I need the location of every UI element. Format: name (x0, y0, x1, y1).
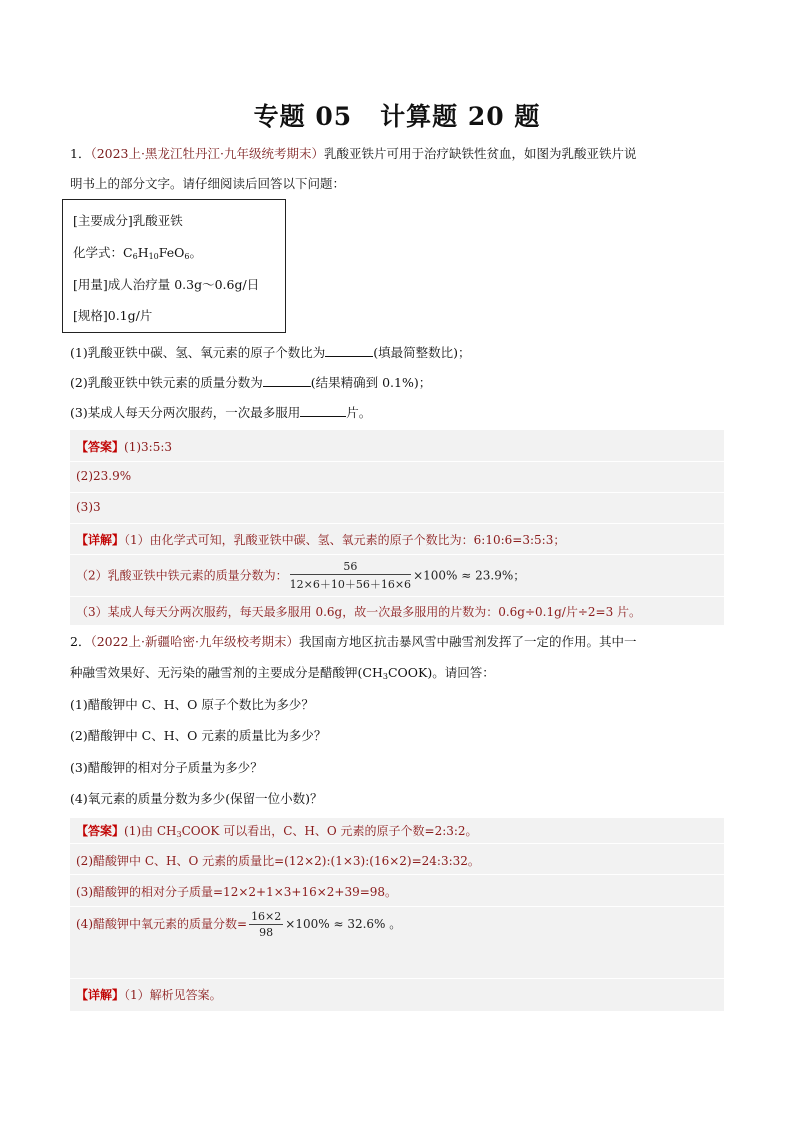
q1-fraction: $\frac{56}{12\times 6+10+56+16\times 6}$ (289, 560, 412, 591)
q1-answer-block (70, 430, 724, 625)
q1-stem-text1: 乳酸亚铁片可用于治疗缺铁性贫血，如图为乳酸亚铁片说 (323, 146, 637, 161)
q1-sub3: (3)某成人每天分两次服药，一次最多服用 片。 (70, 405, 372, 420)
q1-detail-3: （3）某成人每天分两次服药，每天最多服用 0.6g，故一次最多服用的片数为：0.6g÷0.1g/片÷2=3 片。 (76, 605, 642, 619)
title-topic: 专题 05 (253, 102, 353, 131)
q1-blank-1[interactable] (325, 344, 373, 357)
q1-answer-1: 【答案】(1)3:5:3 (76, 440, 173, 454)
q1-box-dosage: [用量]成人治疗量 0.3g～0.6g/日 (73, 277, 260, 292)
title-subject: 计算题 20 题 (380, 102, 541, 131)
q2-answer-3: (3)醋酸钾的相对分子质量=12×2+1×3+16×2+39=98。 (76, 885, 398, 899)
q1-number: 1． (70, 146, 91, 161)
q1-blank-2[interactable] (263, 374, 311, 387)
q1-answer-3: (3)3 (76, 500, 101, 514)
q2-source: （2022上·新疆哈密·九年级校考期末） (90, 634, 299, 649)
q1-box-spec: [规格]0.1g/片 (73, 308, 153, 323)
q2-sub1: (1)醋酸钾中 C、H、O 原子个数比为多少？ (70, 697, 314, 712)
q2-sub4: (4)氧元素的质量分数为多少(保留一位小数)？ (70, 791, 323, 806)
q1-box-formula: 化学式：$C_6H_{10}FeO_6$。 (73, 245, 203, 261)
q2-stem-line2: 种融雪效果好、无污染的融雪剂的主要成分是醋酸钾$(CH_3COOK)$。请回答： (70, 665, 495, 681)
q2-fraction: $\frac{16\times 2}{98}$ (251, 910, 282, 939)
q2-stem-line1: 2．（2022上·新疆哈密·九年级校考期末）我国南方地区抗击暴风雪中融雪剂发挥了一定的作用。其中一 (70, 634, 637, 649)
q2-number: 2． (70, 634, 91, 649)
q2-sub2: (2)醋酸钾中 C、H、O 元素的质量比为多少？ (70, 728, 327, 743)
q1-info-box (62, 199, 286, 333)
q2-answer-2: (2)醋酸钾中 C、H、O 元素的质量比=(12×2):(1×3):(16×2)=24:3:32。 (76, 854, 480, 868)
q1-stem-line1 (70, 145, 636, 163)
q1-sub1: (1)乳酸亚铁中碳、氢、氧元素的原子个数比为 (填最简整数比)； (70, 345, 471, 360)
q1-source: （2023上·黑龙江牡丹江·九年级统考期末） (90, 146, 324, 161)
q1-detail-2: （2）乳酸亚铁中铁元素的质量分数为： $\frac{56}{12\times 6+10+56+16\times 6}$ ×100% ≈ 23.9%； (76, 560, 526, 591)
q1-blank-3[interactable] (300, 404, 346, 417)
q1-sub2: (2)乳酸亚铁中铁元素的质量分数为 (结果精确到 0.1%)； (70, 375, 432, 390)
q2-sub3: (3)醋酸钾的相对分子质量为多少？ (70, 760, 263, 775)
q1-box-ingredient: [主要成分]乳酸亚铁 (73, 213, 183, 228)
q1-answer-2: (2)23.9% (76, 469, 132, 483)
q2-detail-1: 【详解】（1）解析见答案。 (76, 988, 222, 1002)
q2-answer-4: (4)醋酸钾中氧元素的质量分数= $\frac{16\times 2}{98}$ ×100% ≈ 32.6% 。 (76, 910, 402, 939)
q2-answer-1: 【答案】(1)由 $CH_3COOK$ 可以看出，C、H、O 元素的原子个数=2:3:2。 (76, 824, 478, 839)
q1-stem-line2: 明书上的部分文字。请仔细阅读后回答以下问题： (70, 176, 346, 191)
q2-answer-block (70, 818, 724, 1011)
q1-detail-1: 【详解】（1）由化学式可知，乳酸亚铁中碳、氢、氧元素的原子个数比为：6:10:6=3:5:3； (76, 533, 566, 547)
page-title (0, 97, 794, 133)
